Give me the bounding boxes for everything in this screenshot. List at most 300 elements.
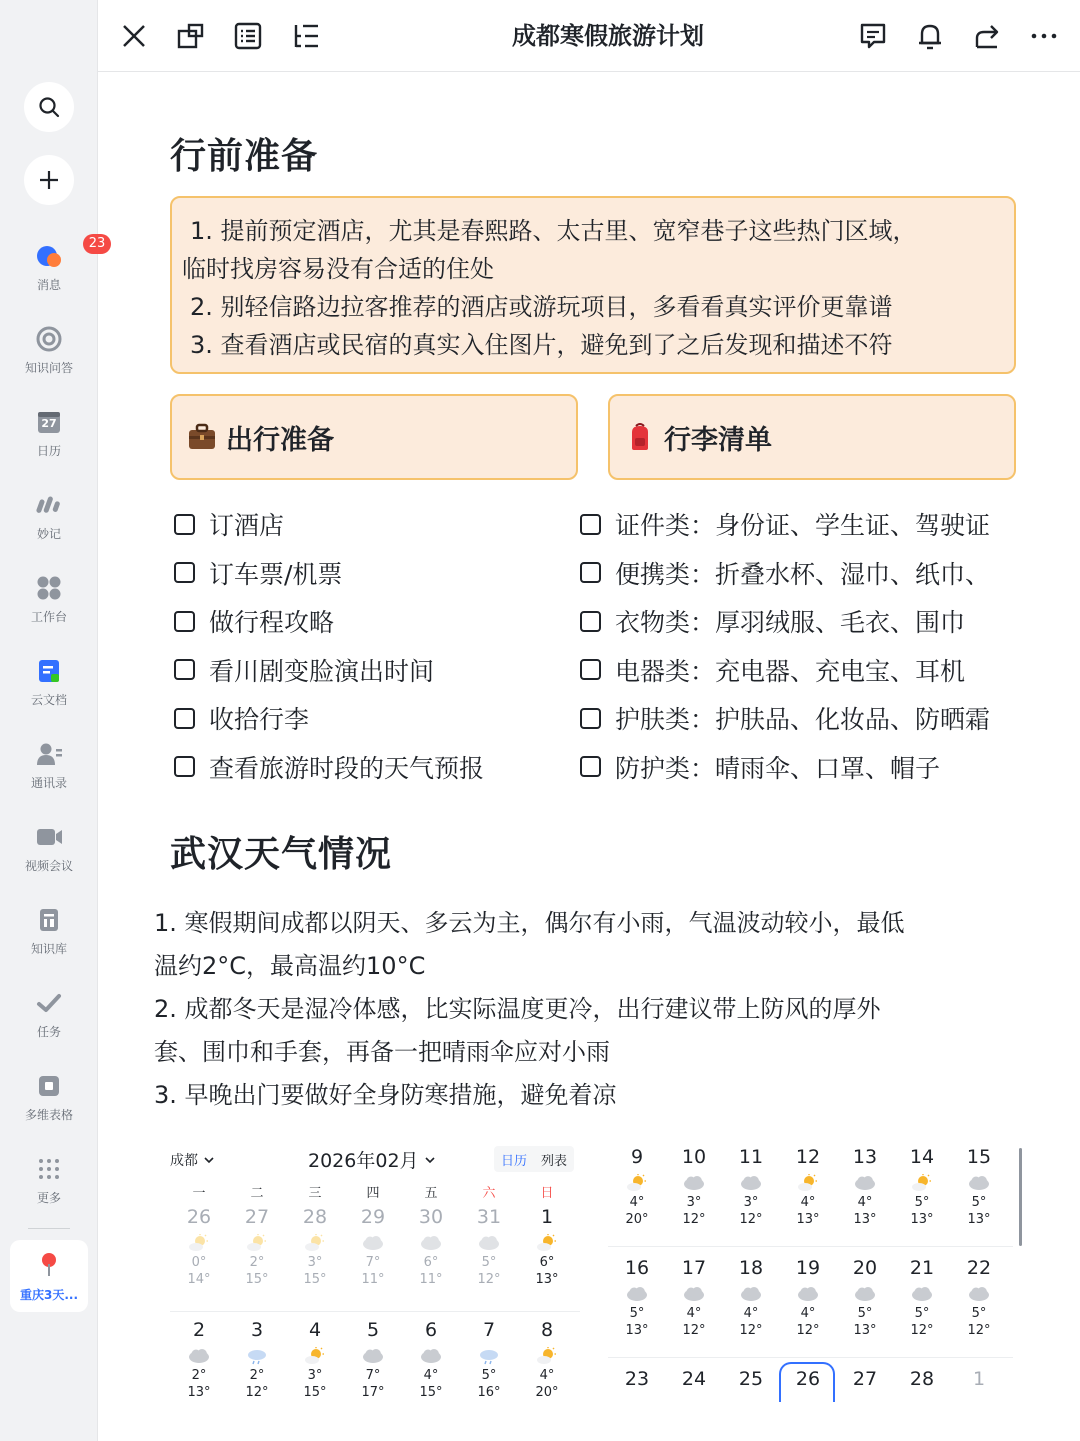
close-button[interactable] [116, 18, 152, 54]
cloudy-icon [796, 1285, 820, 1301]
day-number: 22 [966, 1257, 992, 1279]
day-number: 20 [852, 1257, 878, 1279]
checklist-item-text: 收拾行李 [209, 705, 310, 735]
city-selector[interactable] [170, 1150, 216, 1170]
checklist-item [580, 694, 990, 743]
temp-high: 15° [419, 1385, 443, 1400]
temp-low: 5° [857, 1306, 873, 1321]
calendar-day[interactable] [402, 1206, 460, 1288]
sidebar-item-contacts[interactable] [0, 738, 98, 818]
luggage-checklist [580, 500, 990, 791]
cloudy-icon [361, 1234, 385, 1250]
comment-icon [858, 21, 888, 51]
view-tab-calendar[interactable]: 日历 [500, 1153, 527, 1169]
temp-low: 5° [971, 1306, 987, 1321]
day-number: 18 [738, 1257, 764, 1279]
cloudy-icon [361, 1347, 385, 1363]
checkbox[interactable] [580, 611, 601, 632]
day-number: 5 [366, 1319, 380, 1341]
waveform-icon [35, 491, 63, 519]
calendar-day[interactable] [228, 1206, 286, 1288]
calendar-day[interactable] [228, 1319, 286, 1401]
scrollbar[interactable] [1019, 1148, 1022, 1246]
sidebar-item-label: 云文档 [30, 693, 67, 707]
day-number: 28 [302, 1206, 328, 1228]
cloudy-icon [967, 1174, 991, 1190]
temperature-range [286, 1254, 344, 1288]
weather-line: 3. 早晚出门要做好全身防寒措施，避免着凉 [154, 1081, 617, 1109]
sidebar-item-calendar[interactable] [0, 406, 98, 486]
sidebar-item-workplace[interactable] [0, 572, 98, 652]
checklist-item-text: 查看旅游时段的天气预报 [209, 753, 485, 783]
weekday-label: 六 [482, 1186, 496, 1201]
temp-high: 13° [853, 1323, 877, 1338]
sidebar-item-messages[interactable] [0, 236, 106, 320]
temp-high: 12° [910, 1323, 934, 1338]
temp-high: 12° [682, 1212, 706, 1227]
document-icon [35, 657, 63, 685]
temp-low: 4° [423, 1368, 439, 1383]
rain-icon [477, 1347, 501, 1363]
temp-low: 2° [249, 1255, 265, 1270]
checklist-item [174, 549, 484, 598]
day-number: 3 [250, 1319, 264, 1341]
day-number: 14 [909, 1146, 935, 1168]
day-number: 30 [418, 1206, 444, 1228]
create-button[interactable] [24, 155, 74, 205]
sidebar-item-label: 更多 [36, 1191, 61, 1205]
calendar-day[interactable] [950, 1368, 1008, 1390]
temperature-range [344, 1367, 402, 1401]
temperature-range [893, 1194, 951, 1228]
sunny-icon [303, 1234, 327, 1250]
day-number: 11 [738, 1146, 764, 1168]
checklist-item-text: 做行程攻略 [209, 608, 335, 638]
more-dots-icon [1029, 21, 1059, 51]
checklist-item [580, 597, 990, 646]
temp-high: 13° [853, 1212, 877, 1227]
video-camera-icon [35, 823, 63, 851]
cloudy-icon [682, 1285, 706, 1301]
dots-grid-icon [35, 1155, 63, 1183]
temp-high: 15° [303, 1385, 327, 1400]
calendar-day[interactable] [836, 1257, 894, 1339]
sidebar-item-label: 妙记 [36, 527, 61, 541]
temperature-range [460, 1367, 518, 1401]
sunny-icon [303, 1347, 327, 1363]
backpack-icon [624, 421, 656, 453]
sidebar-item-label: 任务 [36, 1025, 61, 1039]
sunny-icon [796, 1174, 820, 1190]
day-number: 31 [476, 1206, 502, 1228]
checkbox[interactable] [174, 708, 195, 729]
document-title: 成都寒假旅游计划 [512, 22, 704, 50]
sidebar-item-minutes[interactable] [0, 489, 98, 569]
temp-low: 3° [686, 1195, 702, 1210]
checklist-item-text: 电器类：充电器、充电宝、耳机 [615, 656, 966, 686]
day-number: 1 [540, 1206, 554, 1228]
day-number: 16 [624, 1257, 650, 1279]
checkbox[interactable] [174, 659, 195, 680]
temperature-range [402, 1254, 460, 1288]
temp-high: 11° [419, 1272, 443, 1287]
sidebar-item-tasks[interactable] [0, 987, 98, 1067]
temperature-range [518, 1254, 576, 1288]
comments-button[interactable] [855, 18, 891, 54]
day-number: 6 [424, 1319, 438, 1341]
day-number: 15 [966, 1146, 992, 1168]
calendar-day[interactable] [893, 1257, 951, 1339]
luggage-header [608, 394, 1016, 480]
temperature-range [779, 1305, 837, 1339]
sidebar-item-label: 知识问答 [24, 361, 73, 375]
cloudy-icon [910, 1285, 934, 1301]
unread-badge: 23 [83, 234, 111, 254]
tip-line: 1. 提前预定酒店，尤其是春熙路、太古里、宽窄巷子这些热门区域， [190, 217, 917, 245]
day-number: 26 [795, 1368, 821, 1390]
chevron-down-icon [202, 1153, 216, 1167]
temp-low: 5° [971, 1195, 987, 1210]
calendar-icon [35, 408, 63, 436]
day-number: 7 [482, 1319, 496, 1341]
temperature-range [608, 1305, 666, 1339]
temperature-range [228, 1367, 286, 1401]
plus-icon [37, 168, 61, 192]
calendar-day[interactable] [893, 1146, 951, 1228]
checkbox[interactable] [174, 611, 195, 632]
today-highlight [779, 1362, 835, 1402]
calendar-day[interactable] [722, 1368, 780, 1390]
checkbox[interactable] [580, 659, 601, 680]
week-divider [608, 1246, 1013, 1247]
temp-low: 4° [539, 1368, 555, 1383]
cloudy-icon [625, 1285, 649, 1301]
chevron-down-icon [423, 1153, 437, 1167]
month-label: 2026年02月 [308, 1150, 419, 1172]
calendar-day[interactable] [344, 1206, 402, 1288]
temperature-range [722, 1305, 780, 1339]
sidebar-item-label: 视频会议 [24, 859, 73, 873]
table-icon [35, 1072, 63, 1100]
temp-low: 2° [249, 1368, 265, 1383]
sunny-icon [187, 1234, 211, 1250]
temp-high: 11° [361, 1272, 385, 1287]
day-number: 4 [308, 1319, 322, 1341]
grid-icon [35, 574, 63, 602]
temperature-range [460, 1254, 518, 1288]
sidebar-item-video-meeting[interactable] [0, 821, 98, 901]
weekday-label: 五 [424, 1186, 438, 1201]
week-divider [608, 1357, 1013, 1358]
calendar-day[interactable] [286, 1206, 344, 1288]
calendar-day[interactable] [518, 1319, 576, 1401]
temp-high: 15° [245, 1272, 269, 1287]
week-divider [170, 1311, 580, 1312]
temp-high: 12° [739, 1323, 763, 1338]
tip-line: 3. 查看酒店或民宿的真实入住图片，避免到了之后发现和描述不符 [190, 331, 893, 359]
heading-weather: 武汉天气情况 [170, 834, 393, 875]
temperature-range [170, 1254, 228, 1288]
weather-line: 1. 寒假期间成都以阴天、多云为主，偶尔有小雨，气温波动较小，最低 [154, 909, 905, 937]
temp-high: 13° [625, 1323, 649, 1338]
calendar-day[interactable] [608, 1257, 666, 1339]
sidebar-item-label: 多维表格 [24, 1108, 73, 1122]
day-number: 17 [681, 1257, 707, 1279]
temp-low: 4° [743, 1306, 759, 1321]
day-number: 12 [795, 1146, 821, 1168]
temp-low: 4° [857, 1195, 873, 1210]
temp-high: 12° [682, 1323, 706, 1338]
temp-low: 5° [481, 1368, 497, 1383]
temp-low: 6° [539, 1255, 555, 1270]
calendar-day[interactable] [665, 1368, 723, 1390]
calendar-day[interactable] [608, 1368, 666, 1390]
checklist-item-text: 证件类：身份证、学生证、驾驶证 [615, 511, 991, 541]
calendar-day[interactable] [779, 1257, 837, 1339]
temp-high: 15° [303, 1272, 327, 1287]
weather-line: 套、围巾和手套，再备一把晴雨伞应对小雨 [154, 1038, 610, 1066]
weather-paragraph [154, 902, 1034, 1117]
cloudy-icon [739, 1174, 763, 1190]
day-number: 26 [186, 1206, 212, 1228]
weekday-label: 四 [366, 1186, 380, 1201]
weather-calendar-left [170, 1142, 580, 1441]
weekday-label: 三 [308, 1186, 322, 1201]
day-number: 29 [360, 1206, 386, 1228]
day-number: 28 [909, 1368, 935, 1390]
temperature-range [950, 1194, 1008, 1228]
share-icon [972, 21, 1002, 51]
pinned-doc-label: 重庆3天... [19, 1288, 79, 1302]
sunny-icon [535, 1234, 559, 1250]
cloudy-icon [419, 1347, 443, 1363]
calendar-day[interactable] [344, 1319, 402, 1401]
sunny-icon [245, 1234, 269, 1250]
temp-high: 13° [187, 1385, 211, 1400]
close-icon [120, 22, 148, 50]
checklist-item-text: 防护类：晴雨伞、口罩、帽子 [615, 753, 941, 783]
rain-icon [245, 1347, 269, 1363]
sidebar-item-docs[interactable] [0, 655, 98, 735]
day-number: 2 [192, 1319, 206, 1341]
checkbox[interactable] [174, 514, 195, 535]
sidebar-item-label: 通讯录 [30, 776, 67, 790]
new-window-icon [176, 21, 206, 51]
cloudy-icon [187, 1347, 211, 1363]
temperature-range [228, 1254, 286, 1288]
list-doc-icon [233, 21, 263, 51]
cloudy-icon [477, 1234, 501, 1250]
outline-button[interactable] [230, 18, 266, 54]
temp-high: 12° [739, 1212, 763, 1227]
temperature-range [722, 1194, 780, 1228]
calendar-day[interactable] [836, 1368, 894, 1390]
checklist-item-text: 订车票/机票 [209, 559, 343, 589]
day-number: 13 [852, 1146, 878, 1168]
checkbox[interactable] [174, 756, 195, 777]
chat-icon [35, 236, 106, 270]
temp-low: 5° [629, 1306, 645, 1321]
calendar-day[interactable] [950, 1146, 1008, 1228]
sidebar-item-base[interactable] [0, 1070, 98, 1150]
sunny-icon [625, 1174, 649, 1190]
temp-high: 13° [967, 1212, 991, 1227]
checkmark-icon [35, 989, 63, 1017]
briefcase-icon [186, 421, 218, 453]
search-icon [37, 95, 61, 119]
temp-low: 5° [481, 1255, 497, 1270]
temperature-range [518, 1367, 576, 1401]
checkbox[interactable] [174, 562, 195, 583]
checkbox[interactable] [580, 708, 601, 729]
temperature-range [344, 1254, 402, 1288]
day-number: 10 [681, 1146, 707, 1168]
day-number: 24 [681, 1368, 707, 1390]
calendar-day[interactable] [665, 1257, 723, 1339]
sidebar-divider [28, 1228, 70, 1229]
calendar-day[interactable] [170, 1319, 228, 1401]
temp-high: 20° [625, 1212, 649, 1227]
search-button[interactable] [24, 82, 74, 132]
new-window-button[interactable] [173, 18, 209, 54]
toc-button[interactable] [288, 18, 324, 54]
checklist-item [580, 549, 990, 598]
calendar-day[interactable] [779, 1146, 837, 1228]
temp-high: 12° [245, 1385, 269, 1400]
bell-icon [915, 21, 945, 51]
sidebar-item-label: 知识库 [30, 942, 67, 956]
cloudy-icon [419, 1234, 443, 1250]
checkbox[interactable] [580, 756, 601, 777]
temperature-range [402, 1367, 460, 1401]
temp-low: 4° [686, 1306, 702, 1321]
temp-low: 4° [800, 1195, 816, 1210]
calendar-day[interactable] [893, 1368, 951, 1390]
temp-low: 6° [423, 1255, 439, 1270]
checklist-item-text: 衣物类：厚羽绒服、毛衣、围巾 [615, 608, 966, 638]
checklist-item [580, 646, 990, 695]
temp-high: 16° [477, 1385, 501, 1400]
checklist-item [174, 743, 484, 792]
day-number: 27 [244, 1206, 270, 1228]
calendar-day[interactable] [950, 1257, 1008, 1339]
document-body [98, 72, 1080, 1441]
temp-high: 12° [967, 1323, 991, 1338]
travel-prep-header [170, 394, 578, 480]
temperature-range [665, 1194, 723, 1228]
luggage-title: 行李清单 [664, 424, 772, 456]
calendar-day[interactable] [722, 1257, 780, 1339]
sidebar-item-knowledge-qa[interactable] [0, 323, 98, 403]
calendar-day[interactable] [460, 1319, 518, 1401]
calendar-day[interactable] [836, 1146, 894, 1228]
sidebar-pinned-doc[interactable] [10, 1240, 88, 1312]
cloudy-icon [853, 1174, 877, 1190]
cloudy-icon [853, 1285, 877, 1301]
day-number: 25 [738, 1368, 764, 1390]
temp-low: 7° [365, 1255, 381, 1270]
cloudy-icon [682, 1174, 706, 1190]
sidebar-item-label: 工作台 [30, 610, 67, 624]
tips-callout [170, 196, 1016, 374]
temp-low: 4° [629, 1195, 645, 1210]
weather-line: 温约2°C，最高温约10°C [154, 952, 426, 980]
tree-list-icon [291, 21, 321, 51]
temp-high: 12° [477, 1272, 501, 1287]
day-number: 1 [972, 1368, 986, 1390]
temperature-range [170, 1367, 228, 1401]
sidebar-item-label: 日历 [36, 444, 61, 458]
checklist-item-text: 订酒店 [209, 511, 285, 541]
calendar-day[interactable] [722, 1146, 780, 1228]
temp-high: 20° [535, 1385, 559, 1400]
calendar-day[interactable] [460, 1206, 518, 1288]
checkbox[interactable] [580, 562, 601, 583]
checklist-item [174, 694, 484, 743]
temperature-range [836, 1194, 894, 1228]
checklist-item [174, 646, 484, 695]
tip-line: 2. 别轻信路边拉客推荐的酒店或游玩项目，多看看真实评价更靠谱 [190, 293, 893, 321]
calendar-day[interactable] [518, 1206, 576, 1288]
heading-pre-trip: 行前准备 [170, 136, 319, 177]
temp-low: 3° [307, 1368, 323, 1383]
sunny-icon [535, 1347, 559, 1363]
calendar-day[interactable] [170, 1206, 228, 1288]
sidebar-item-wiki[interactable] [0, 904, 98, 984]
travel-prep-checklist [174, 500, 484, 791]
temp-low: 5° [914, 1195, 930, 1210]
top-toolbar [98, 0, 1080, 72]
day-number: 23 [624, 1368, 650, 1390]
share-button[interactable] [969, 18, 1005, 54]
weekday-label: 二 [250, 1186, 264, 1201]
travel-prep-title: 出行准备 [226, 424, 334, 456]
temperature-range [836, 1305, 894, 1339]
temp-low: 7° [365, 1368, 381, 1383]
weekday-label: 一 [192, 1186, 206, 1201]
weather-calendar-right [608, 1146, 1028, 1441]
sidebar-item-label: 消息 [36, 278, 61, 292]
more-options-button[interactable] [1026, 18, 1062, 54]
calendar-day[interactable] [286, 1319, 344, 1401]
temp-high: 14° [187, 1272, 211, 1287]
calendar-day[interactable] [665, 1146, 723, 1228]
day-number: 19 [795, 1257, 821, 1279]
checklist-item [174, 597, 484, 646]
swirl-icon [35, 325, 63, 353]
temp-low: 2° [191, 1368, 207, 1383]
sidebar-item-more[interactable] [0, 1153, 98, 1233]
checkbox[interactable] [580, 514, 601, 535]
checklist-item-text: 护肤类：护肤品、化妆品、防晒霜 [615, 705, 991, 735]
temperature-range [608, 1194, 666, 1228]
temp-high: 13° [535, 1272, 559, 1287]
checklist-item-text: 便携类：折叠水杯、湿巾、纸巾、 [615, 559, 991, 589]
book-icon [35, 906, 63, 934]
temp-high: 13° [910, 1212, 934, 1227]
temp-high: 13° [796, 1212, 820, 1227]
temp-low: 4° [800, 1306, 816, 1321]
view-tab-list[interactable]: 列表 [540, 1153, 567, 1169]
contacts-icon [35, 740, 63, 768]
notifications-button[interactable] [912, 18, 948, 54]
calendar-day[interactable] [608, 1146, 666, 1228]
month-selector[interactable] [308, 1146, 437, 1173]
calendar-day[interactable] [402, 1319, 460, 1401]
temperature-range [779, 1194, 837, 1228]
cloudy-icon [967, 1285, 991, 1301]
checklist-item [580, 743, 990, 792]
